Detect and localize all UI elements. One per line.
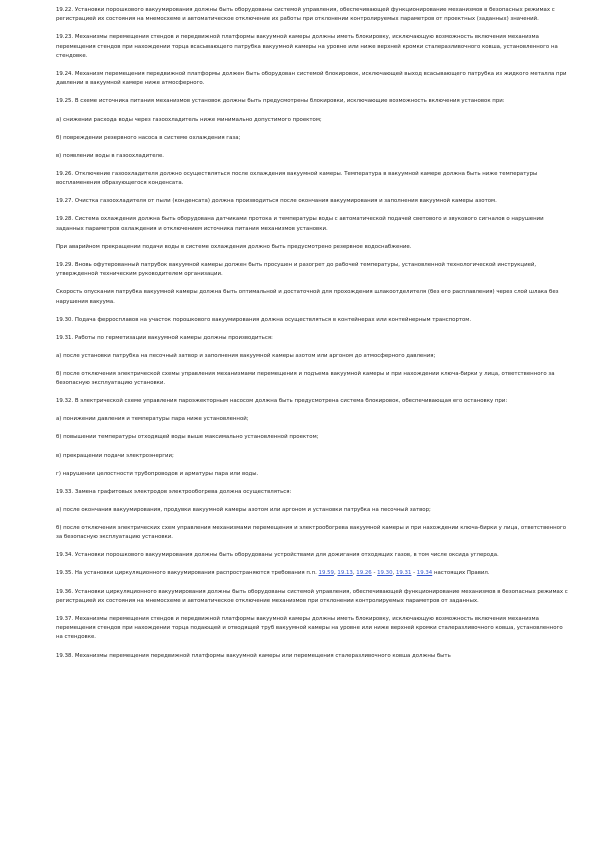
list-item-19-25-a: а) снижении расхода воды через газоохладитель ниже минимально допустимого проектом; [56, 116, 322, 123]
paragraph-19-33: 19.33. Замена графитовых электродов электрообогрева должна осуществляться: [56, 488, 292, 495]
paragraph-19-35-suffix: настоящих Правил. [433, 570, 490, 577]
list-item-19-31-b: б) после отключения электрической схемы управления механизмами перемещения и подъема вакуумной камеры и при нахождении ключа-бирки у лица, ответственного за безопасную эксплуатацию установки. [56, 370, 555, 387]
reference-link-19-26[interactable]: 19.26 [356, 570, 372, 577]
paragraph-19-27: 19.27. Очистка газоохладителя от пыли (конденсата) должна производиться после окончания вакуумирования и заполнения вакуумной камеры азотом. [56, 198, 497, 205]
list-item-19-32-c: в) прекращении подачи электроэнергии; [56, 452, 174, 459]
paragraph-19-29-note: Скорость опускания патрубка вакуумной камеры должна быть оптимальной и достаточной для прохождения шлакоотделителя (без его расплавления) через слой шлака без нарушения вакуума. [56, 289, 559, 305]
list-item-19-25-b: б) повреждении резервного насоса в системе охлаждения газа; [56, 134, 241, 141]
paragraph-19-26: 19.26. Отключение газоохладителя должно осуществляться после охлаждения вакуумной камеры. Температура в вакуумной камере должна быть ниже температуры воспламенения образующегося конденсата. [56, 170, 538, 187]
paragraph-19-28-note: При аварийном прекращении подачи воды в системе охлаждения должно быть предусмотрено резервное водоснабжение. [56, 243, 412, 250]
reference-link-19-59[interactable]: 19.59 [318, 570, 334, 577]
paragraph-19-23: 19.23. Механизмы перемещения стендов и передвижной платформы вакуумной камеры должны иметь блокировку, исключающую возможность включения механизма перемещения стендов при нахождении торца всасывающего патрубка вакуумной камеры на уровне или ниже верхней кромки сталеразливочного ковша, установленного на стендовке. [56, 34, 558, 59]
paragraph-19-31: 19.31. Работы по герметизации вакуумной камеры должны производиться: [56, 334, 273, 341]
list-item-19-25-c: в) появлении воды в газоохладителе. [56, 152, 165, 159]
paragraph-19-38: 19.38. Механизмы перемещения передвижной платформы вакуумной камеры или перемещения сталеразливочного ковша должны быть [56, 652, 451, 659]
list-item-19-32-b: б) повышении температуры отходящей воды выше максимально установленной проектом; [56, 434, 319, 441]
paragraph-19-29: 19.29. Вновь офутерованный патрубок вакуумной камеры должен быть просушен и разогрет до рабочей температуры, установленной технологической инструкцией, утвержденной техническим руководителем организации. [56, 261, 537, 278]
paragraph-19-24: 19.24. Механизм перемещения передвижной платформы должен быть оборудован системой блокировок, исключающей выход всасывающего патрубка из жидкого металла при давлении в вакуумной камере ниже атмосферного. [56, 71, 567, 87]
list-item-19-32-d: г) нарушении целостности трубопроводов и арматуры пара или воды. [56, 470, 259, 477]
list-item-19-33-a: а) после окончания вакуумирования, продувки вакуумной камеры азотом или аргоном и установки патрубка на песочный затвор; [56, 506, 431, 513]
paragraph-19-28: 19.28. Система охлаждения должна быть оборудована датчиками протока и температуры воды с автоматической подачей светового и звукового сигналов о нарушении заданных параметров охлаждения и отключением источника питания механизмов установки. [56, 216, 544, 232]
list-item-19-32-a: а) понижении давления и температуры пара ниже установленной; [56, 416, 249, 423]
paragraph-19-34: 19.34. Установки порошкового вакуумирования должны быть оборудованы устройствами для дожигания отходящих газов, в том числе оксида углерода. [56, 552, 499, 559]
reference-link-19-31[interactable]: 19.31 [395, 570, 412, 577]
paragraph-19-37: 19.37. Механизмы перемещения стендов и передвижной платформы вакуумной камеры должны иметь блокировку, исключающую возможность включения механизма перемещения стендов при нахождении торца подающей и отводящей труб вакуумной камеры на уровне или ниже верхней кромки сталеразливочного ковша, установленного на стендовке. [56, 615, 563, 641]
list-item-19-33-b: б) после отключения электрических схем управления механизмами перемещения и электрообогрева вакуумной камеры и при нахождении ключа-бирки у лица, ответственного за безопасную эксплуатацию установки. [56, 524, 567, 541]
paragraph-19-35: 19.35. На установки циркуляционного вакуумирования распространяются требования п.п. 19.59, 19.13, 19.26 - 19.30, 19.31 - 19.34 настоящих Правил. [56, 570, 490, 577]
paragraph-19-25: 19.25. В схеме источника питания механизмов установок должны быть предусмотрены блокировки, исключающие возможность включения установок при: [56, 98, 505, 105]
paragraph-19-22: 19.22. Установки порошкового вакуумирования должны быть оборудованы системой управления, обеспечивающей функционирование механизмов в безопасных режимах с регистрацией их состояния на мнемосхеме и автоматическое отключение их работы при отклонении контролируемых параметров от проектных (заданных) значений. [56, 7, 555, 23]
reference-link-19-13[interactable]: 19.13 [337, 570, 353, 577]
reference-link-19-30[interactable]: 19.30 [377, 570, 393, 577]
paragraph-19-35-prefix: 19.35. На установки циркуляционного вакуумирования распространяются требования п.п. [56, 570, 319, 577]
reference-link-19-34[interactable]: 19.34 [416, 570, 433, 577]
paragraph-19-30: 19.30. Подача ферросплавов на участок порошкового вакуумирования должна осуществляться в контейнерах или контейнерным транспортом. [56, 316, 472, 323]
list-item-19-31-a: а) после установки патрубка на песочный затвор и заполнения вакуумной камеры азотом или аргоном до атмосферного давления; [56, 352, 436, 359]
paragraph-19-32: 19.32. В электрической схеме управления пароэжекторным насосом должна быть предусмотрена система блокировок, обеспечивающая его остановку при: [56, 398, 508, 405]
paragraph-19-36: 19.36. Установки циркуляционного вакуумирования должны быть оборудованы системой управления, обеспечивающей функционирование механизмов в безопасных режимах с регистрацией их состояния на мнемосхеме и автоматическое отключение механизмов при отклонении контролируемых параметров от заданных. [56, 588, 568, 604]
